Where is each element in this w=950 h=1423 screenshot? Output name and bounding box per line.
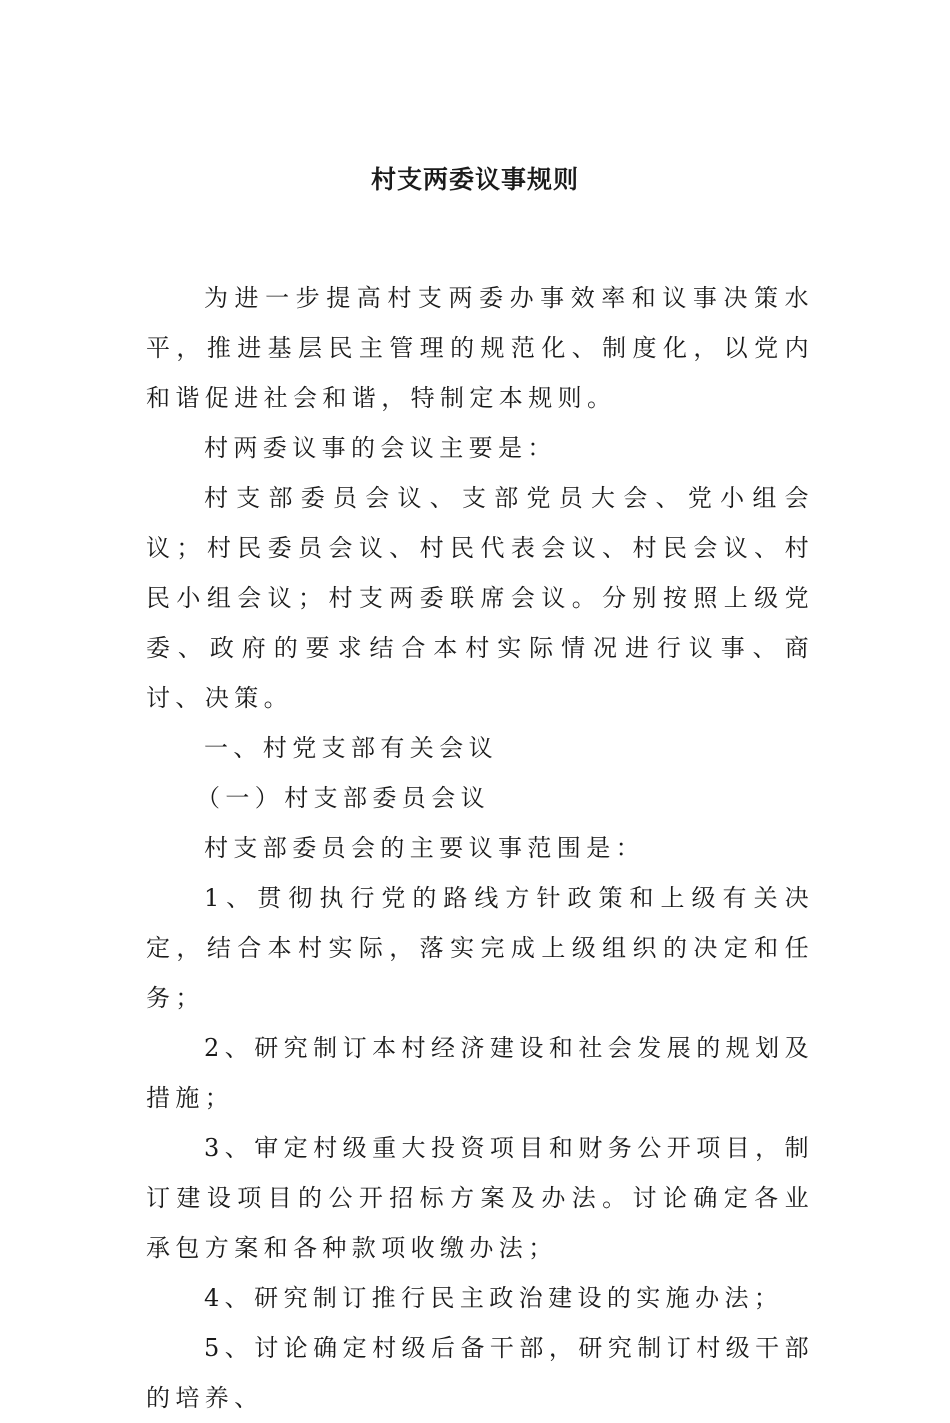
- document-body: [146, 273, 814, 1423]
- list-item-3: 3、审定村级重大投资项目和财务公开项目，制订建设项目的公开招标方案及办法。讨论确定各业承包方案和各种款项收缴办法；: [146, 1134, 814, 1262]
- paragraph-meetings-lead: 村两委议事的会议主要是：: [204, 434, 557, 462]
- paragraph-scope-lead: 村支部委员会的主要议事范围是：: [204, 834, 645, 862]
- paragraph-intro: 为进一步提高村支两委办事效率和议事决策水平，推进基层民主管理的规范化、制度化，以党内和谐促进社会和谐，特制定本规则。: [146, 284, 814, 412]
- document-title: 村支两委议事规则: [370, 165, 579, 194]
- list-item-5: 5、讨论确定村级后备干部，研究制订村级干部的培养、: [146, 1334, 814, 1412]
- list-item-2: 2、研究制订本村经济建设和社会发展的规划及措施；: [146, 1034, 814, 1112]
- section-heading-party-branch: 一、村党支部有关会议: [204, 734, 498, 762]
- list-item-4: 4、研究制订推行民主政治建设的实施办法；: [204, 1284, 784, 1312]
- list-item-1: 1、贯彻执行党的路线方针政策和上级有关决定，结合本村实际，落实完成上级组织的决定和任务；: [146, 884, 814, 1012]
- subsection-heading-branch-committee: （一）村支部委员会议: [196, 784, 490, 812]
- paragraph-meetings-list: 村支部委员会议、支部党员大会、党小组会议；村民委员会议、村民代表会议、村民会议、村民小组会议；村支两委联席会议。分别按照上级党委、政府的要求结合本村实际情况进行议事、商讨、决策。: [146, 484, 814, 712]
